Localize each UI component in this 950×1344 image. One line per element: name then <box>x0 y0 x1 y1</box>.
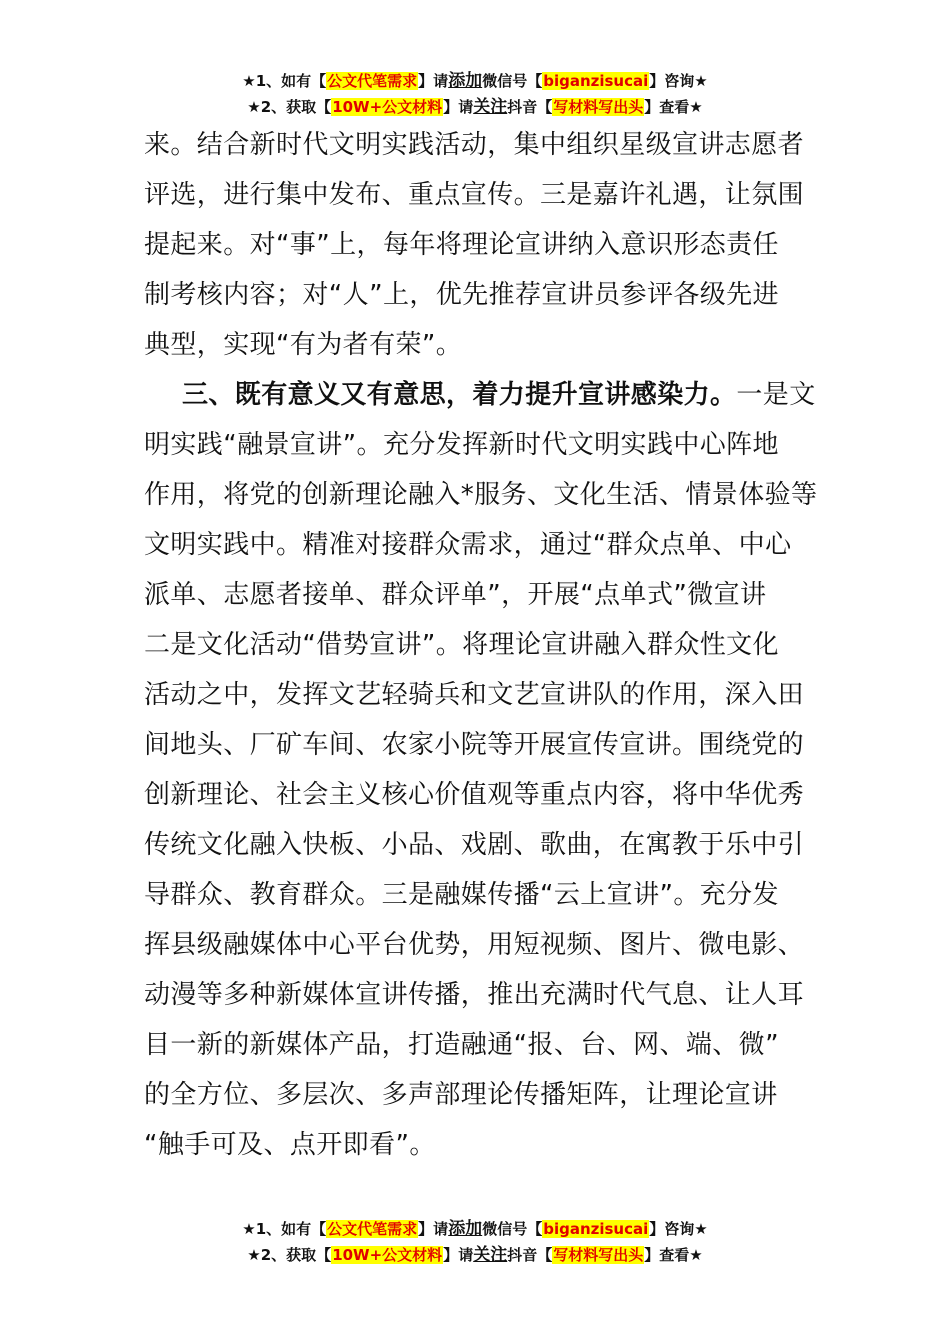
text-line: “触手可及、点开即看”。 <box>144 1130 436 1160</box>
paragraph-1 <box>144 120 809 370</box>
banner-highlight-wechat: biganzisucai <box>543 72 649 90</box>
text-line: 创新理论、社会主义核心价值观等重点内容，将中华优秀 <box>144 780 805 810</box>
section-heading: 三、既有意义又有意思，着力提升宣讲感染力。 <box>182 380 737 410</box>
text-line: 评选，进行集中发布、重点宣传。三是嘉许礼遇，让氛围 <box>144 180 805 210</box>
text-line: 作用，将党的创新理论融入*服务、文化生活、情景体验等 <box>144 480 818 510</box>
banner-highlight-service: 公文代笔需求 <box>327 72 418 90</box>
text-line: 间地头、厂矿车间、农家小院等开展宣传宣讲。围绕党的 <box>144 730 805 760</box>
banner-highlight-wechat: biganzisucai <box>543 1220 649 1238</box>
banner-text: 2、获取【 <box>260 98 332 116</box>
text-line: 导群众、教育群众。三是融媒传播“云上宣讲”。充分发 <box>144 880 779 910</box>
banner-underline-follow: 关注 <box>473 97 508 117</box>
banner-text: 】请 <box>418 72 449 90</box>
banner-highlight-materials: 10W+公文材料 <box>332 1246 443 1264</box>
banner-underline-add: 添加 <box>448 1219 483 1239</box>
text-line: 明实践“融景宣讲”。充分发挥新时代文明实践中心阵地 <box>144 430 779 460</box>
text-fragment: 一是文 <box>736 380 816 410</box>
banner-text: 】请 <box>443 1246 474 1264</box>
text-line: 派单、志愿者接单、群众评单”，开展“点单式”微宣讲 <box>144 580 767 610</box>
text-line: 制考核内容；对“人”上，优先推荐宣讲员参评各级先进 <box>144 280 779 310</box>
banner-text: 抖音【 <box>507 1246 553 1264</box>
banner-underline-follow: 关注 <box>473 1245 508 1265</box>
text-line: 典型，实现“有为者有荣”。 <box>144 330 463 360</box>
banner-line-1 <box>0 68 950 94</box>
text-line: 目一新的新媒体产品，打造融通“报、台、网、端、微” <box>144 1030 779 1060</box>
banner-text: 】请 <box>418 1220 449 1238</box>
banner-text: 】请 <box>443 98 474 116</box>
star-icon: ★ <box>247 1246 261 1264</box>
text-line: 挥县级融媒体中心平台优势，用短视频、图片、微电影、 <box>144 930 805 960</box>
banner-highlight-materials: 10W+公文材料 <box>332 98 443 116</box>
banner-line-2 <box>0 94 950 120</box>
banner-underline-add: 添加 <box>448 71 483 91</box>
banner-text: 】咨询★ <box>649 72 708 90</box>
banner-line-1 <box>0 1216 950 1242</box>
star-icon: ★ <box>242 72 256 90</box>
text-line: 活动之中，发挥文艺轻骑兵和文艺宣讲队的作用，深入田 <box>144 680 805 710</box>
footer-banner <box>0 1216 950 1268</box>
banner-text: 1、如有【 <box>255 72 327 90</box>
banner-highlight-service: 公文代笔需求 <box>327 1220 418 1238</box>
banner-text: 】查看★ <box>644 98 703 116</box>
text-line: 传统文化融入快板、小品、戏剧、歌曲，在寓教于乐中引 <box>144 830 805 860</box>
paragraph-2 <box>144 370 818 1170</box>
star-icon: ★ <box>242 1220 256 1238</box>
banner-text: 2、获取【 <box>260 1246 332 1264</box>
text-line <box>144 370 816 420</box>
text-line: 提起来。对“事”上，每年将理论宣讲纳入意识形态责任 <box>144 230 779 260</box>
text-line: 文明实践中。精准对接群众需求，通过“群众点单、中心 <box>144 530 792 560</box>
banner-line-2 <box>0 1242 950 1268</box>
header-banner <box>0 68 950 120</box>
banner-text: 微信号【 <box>482 1220 543 1238</box>
banner-text: 】查看★ <box>644 1246 703 1264</box>
document-body <box>144 120 818 1170</box>
banner-text: 】咨询★ <box>649 1220 708 1238</box>
text-line: 动漫等多种新媒体宣讲传播，推出充满时代气息、让人耳 <box>144 980 805 1010</box>
text-line: 来。结合新时代文明实践活动，集中组织星级宣讲志愿者 <box>144 130 805 160</box>
banner-highlight-douyin: 写材料写出头 <box>553 1246 644 1264</box>
banner-text: 微信号【 <box>482 72 543 90</box>
text-line: 的全方位、多层次、多声部理论传播矩阵，让理论宣讲 <box>144 1080 778 1110</box>
banner-text: 1、如有【 <box>255 1220 327 1238</box>
text-line: 二是文化活动“借势宣讲”。将理论宣讲融入群众性文化 <box>144 630 779 660</box>
star-icon: ★ <box>247 98 261 116</box>
banner-highlight-douyin: 写材料写出头 <box>553 98 644 116</box>
banner-text: 抖音【 <box>507 98 553 116</box>
